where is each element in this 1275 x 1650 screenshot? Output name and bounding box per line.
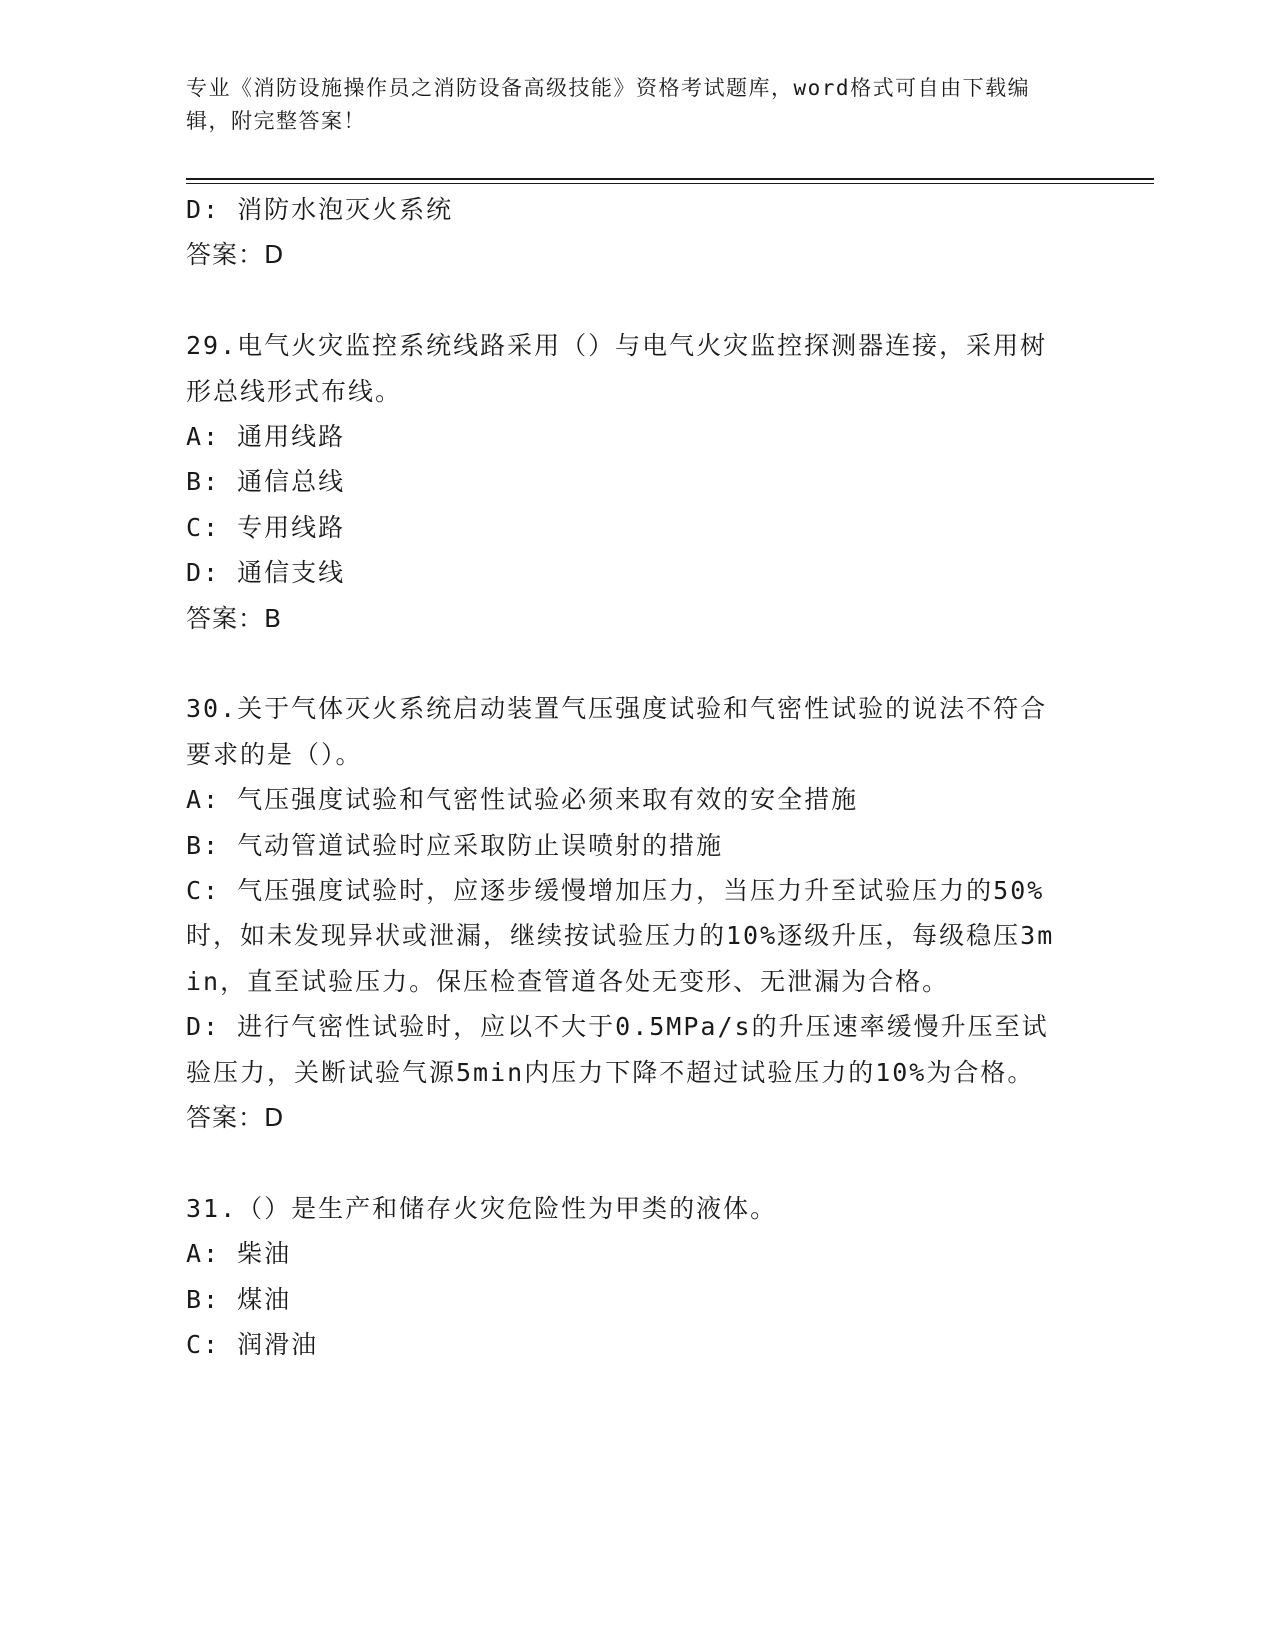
header-text: 专业《消防设施操作员之消防设备高级技能》资格考试题库，word格式可自由下载编辑，附完整答案！ bbox=[186, 76, 1031, 133]
q29-option-a: A: 通用线路 bbox=[186, 422, 346, 452]
q31-option-b: B: 煤油 bbox=[186, 1284, 292, 1314]
q31-option-a: A: 柴油 bbox=[186, 1239, 292, 1269]
q30-answer: 答案：D bbox=[186, 1103, 285, 1133]
spacer bbox=[186, 278, 1066, 323]
question-content bbox=[186, 187, 1066, 1368]
q30-option-d: D: 进行气密性试验时，应以不大于0.5MPa/s的升压速率缓慢升压至试验压力，关断试验气源5min内压力下降不超过试验压力的10%为合格。 bbox=[186, 1012, 1049, 1087]
q28-answer: 答案：D bbox=[186, 240, 285, 270]
q30-option-b: B: 气动管道试验时应采取防止误喷射的措施 bbox=[186, 830, 724, 860]
q29-option-c: C: 专用线路 bbox=[186, 512, 346, 542]
q29-option-b: B: 通信总线 bbox=[186, 467, 346, 497]
q31-stem: 31.（）是生产和储存火灾危险性为甲类的液体。 bbox=[186, 1193, 778, 1223]
page-header bbox=[186, 72, 1066, 138]
spacer bbox=[186, 641, 1066, 686]
q29-answer: 答案：B bbox=[186, 603, 283, 633]
q29-stem: 29.电气火灾监控系统线路采用（）与电气火灾监控探测器连接，采用树形总线形式布线。 bbox=[186, 331, 1048, 406]
header-rule-thick bbox=[186, 178, 1154, 180]
q30-option-c: C: 气压强度试验时，应逐步缓慢增加压力，当压力升至试验压力的50%时，如未发现异状或泄漏，继续按试验压力的10%逐级升压，每级稳压3min，直至试验压力。保压检查管道各处无变形、无泄漏为合格。 bbox=[186, 876, 1055, 996]
q30-option-a: A: 气压强度试验和气密性试验必须来取有效的安全措施 bbox=[186, 785, 859, 815]
q30-stem: 30.关于气体灭火系统启动装置气压强度试验和气密性试验的说法不符合要求的是（）。 bbox=[186, 694, 1048, 769]
header-rule-thin bbox=[186, 183, 1154, 184]
spacer bbox=[186, 1141, 1066, 1186]
q28-option-d: D: 消防水泡灭火系统 bbox=[186, 195, 454, 224]
q29-option-d: D: 通信支线 bbox=[186, 558, 346, 588]
q31-option-c: C: 润滑油 bbox=[186, 1330, 319, 1360]
